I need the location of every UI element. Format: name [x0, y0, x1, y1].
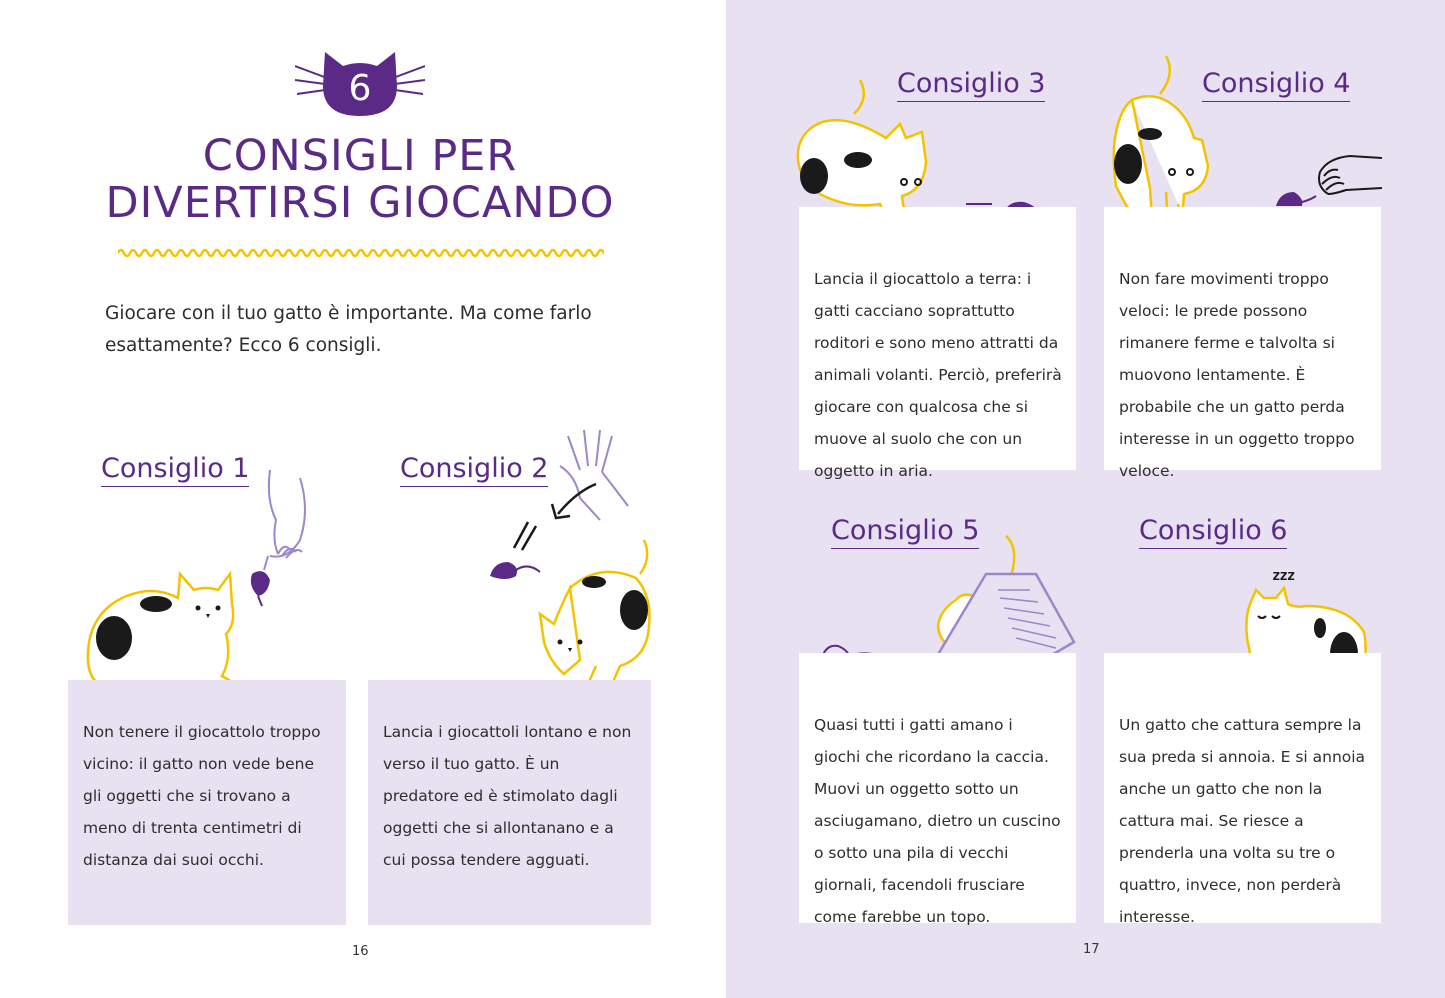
sleep-text: zzz [1272, 568, 1295, 584]
intro-text: Giocare con il tuo gatto è importante. Ma come farlo esattamente? Ecco 6 consigli. [105, 303, 592, 356]
right-page [726, 0, 1445, 998]
tip-1-card [68, 680, 346, 925]
tip-2-card [368, 680, 651, 925]
tip-3-heading: Consiglio 3 [897, 67, 1045, 102]
tip-3-text: Lancia il giocattolo a terra: i gatti cacciano soprattutto roditori e sono meno attratti da animali volanti. Perciò, preferirà giocare con qualcosa che si muove al suolo che con un oggetto in aria. [814, 270, 1062, 480]
tip-4-text: Non fare movimenti troppo veloci: le prede possono rimanere ferme e talvolta si muovono lentamente. È probabile che un gatto perda interesse in un oggetto troppo veloce. [1119, 270, 1355, 480]
cat-crouching-illustration [82, 568, 242, 694]
tip-6-text: Un gatto che cattura sempre la sua preda si annoia. E si annoia anche un gatto che non la cattura mai. Se riesce a prenderla una volta su tre o quattro, invece, non perderà interesse. [1119, 716, 1366, 926]
page-title-line1: CONSIGLI PER [202, 131, 518, 181]
tip-1-heading: Consiglio 1 [101, 452, 249, 487]
page-number-right: 17 [1083, 942, 1100, 957]
page-number-left: 16 [352, 944, 369, 959]
tip-6-heading: Consiglio 6 [1139, 514, 1287, 549]
tip-2-text: Lancia i giocattoli lontano e non verso il tuo gatto. È un predatore ed è stimolato dagli oggetti che si allontanano e a cui possa tendere agguati. [383, 723, 632, 869]
tip-4-card [1104, 207, 1381, 480]
cat-pouncing-illustration [540, 538, 660, 686]
tip-5-heading: Consiglio 5 [831, 514, 979, 549]
badge-number: 6 [348, 68, 372, 109]
tip-5-card [799, 653, 1076, 926]
tip-3-card [799, 207, 1076, 480]
tip-5-text: Quasi tutti i gatti amano i giochi che ricordano la caccia. Muovi un oggetto sotto un asciugamano, dietro un cuscino o sotto una pila di vecchi giornali, facendoli frusciare come farebbe un topo. [814, 716, 1061, 926]
wavy-divider [118, 246, 604, 260]
cat-head-badge [295, 40, 425, 120]
hand-with-mouse-toy-icon [240, 470, 330, 610]
page-title-line2: DIVERTIRSI GIOCANDO [105, 178, 615, 228]
tip-6-card [1104, 653, 1381, 926]
tip-2-heading: Consiglio 2 [400, 452, 548, 487]
tip-1-text: Non tenere il giocattolo troppo vicino: il gatto non vede bene gli oggetti che si trovano a meno di trenta centimetri di distanza dai suoi occhi. [83, 723, 321, 869]
tip-4-heading: Consiglio 4 [1202, 67, 1350, 102]
